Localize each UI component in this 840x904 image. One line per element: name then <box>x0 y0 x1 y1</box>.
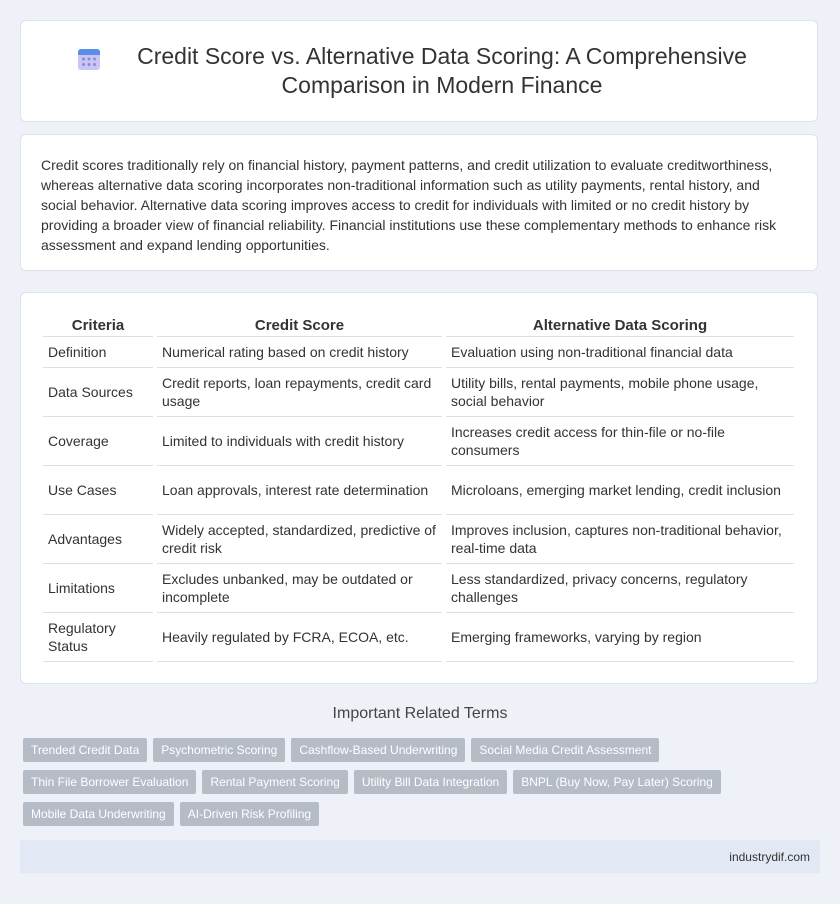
cell-criteria: Definition <box>43 337 153 368</box>
cell-alternative: Evaluation using non-traditional financial data <box>446 337 794 368</box>
cell-criteria: Coverage <box>43 417 153 466</box>
cell-alternative: Less standardized, privacy concerns, regulatory challenges <box>446 564 794 613</box>
title-wrap <box>76 42 762 100</box>
cell-credit-score: Heavily regulated by FCRA, ECOA, etc. <box>157 613 442 662</box>
page-title: Credit Score vs. Alternative Data Scoring: A Comprehensive Comparison in Modern Finance <box>137 43 747 98</box>
footer-site-link[interactable]: industrydif.com <box>729 849 810 864</box>
tag-ai-driven-risk-profiling[interactable]: AI-Driven Risk Profiling <box>180 802 319 826</box>
cell-credit-score: Loan approvals, interest rate determination <box>157 466 442 515</box>
cell-credit-score: Credit reports, loan repayments, credit card usage <box>157 368 442 417</box>
cell-alternative: Microloans, emerging market lending, credit inclusion <box>446 466 794 515</box>
header-criteria: Criteria <box>43 313 153 337</box>
comparison-table <box>39 313 798 662</box>
comparison-card <box>20 292 818 684</box>
cell-credit-score: Numerical rating based on credit history <box>157 337 442 368</box>
tag-thin-file-borrower-evaluation[interactable]: Thin File Borrower Evaluation <box>23 770 196 794</box>
cell-criteria: Regulatory Status <box>43 613 153 662</box>
cell-alternative: Improves inclusion, captures non-traditional behavior, real-time data <box>446 515 794 564</box>
cell-criteria: Limitations <box>43 564 153 613</box>
cell-alternative: Emerging frameworks, varying by region <box>446 613 794 662</box>
tag-trended-credit-data[interactable]: Trended Credit Data <box>23 738 147 762</box>
tag-social-media-credit-assessment[interactable]: Social Media Credit Assessment <box>471 738 659 762</box>
cell-alternative: Increases credit access for thin-file or no-file consumers <box>446 417 794 466</box>
cell-alternative: Utility bills, rental payments, mobile phone usage, social behavior <box>446 368 794 417</box>
table-row <box>43 466 794 515</box>
title-card <box>20 20 818 122</box>
table-row <box>43 337 794 368</box>
tag-rental-payment-scoring[interactable]: Rental Payment Scoring <box>202 770 347 794</box>
cell-credit-score: Limited to individuals with credit history <box>157 417 442 466</box>
tag-bnpl-scoring[interactable]: BNPL (Buy Now, Pay Later) Scoring <box>513 770 721 794</box>
header-credit-score: Credit Score <box>157 313 442 337</box>
intro-card <box>20 134 818 271</box>
cell-credit-score: Widely accepted, standardized, predictive of credit risk <box>157 515 442 564</box>
table-header-row <box>43 313 794 337</box>
table-row <box>43 515 794 564</box>
tag-psychometric-scoring[interactable]: Psychometric Scoring <box>153 738 285 762</box>
header-alternative-data: Alternative Data Scoring <box>446 313 794 337</box>
table-row <box>43 564 794 613</box>
footer <box>20 840 820 873</box>
tag-utility-bill-data-integration[interactable]: Utility Bill Data Integration <box>354 770 507 794</box>
cell-criteria: Data Sources <box>43 368 153 417</box>
related-terms-title: Important Related Terms <box>332 705 508 722</box>
table-row <box>43 368 794 417</box>
related-terms-list <box>23 738 803 834</box>
calendar-icon <box>76 46 102 72</box>
cell-criteria: Advantages <box>43 515 153 564</box>
tag-mobile-data-underwriting[interactable]: Mobile Data Underwriting <box>23 802 174 826</box>
table-row <box>43 613 794 662</box>
intro-paragraph: Credit scores traditionally rely on financial history, payment patterns, and credit utilization to evaluate creditworthiness, whereas alternative data scoring incorporates non-traditional information such as utility payments, rental history, and social behavior. Alternative data scoring improves access to credit for individuals with limited or no credit history by providing a broader view of financial reliability. Financial institutions use these complementary methods to enhance risk assessment and expand lending opportunities. <box>41 157 777 253</box>
table-row <box>43 417 794 466</box>
cell-credit-score: Excludes unbanked, may be outdated or incomplete <box>157 564 442 613</box>
cell-criteria: Use Cases <box>43 466 153 515</box>
tag-cashflow-based-underwriting[interactable]: Cashflow-Based Underwriting <box>291 738 465 762</box>
